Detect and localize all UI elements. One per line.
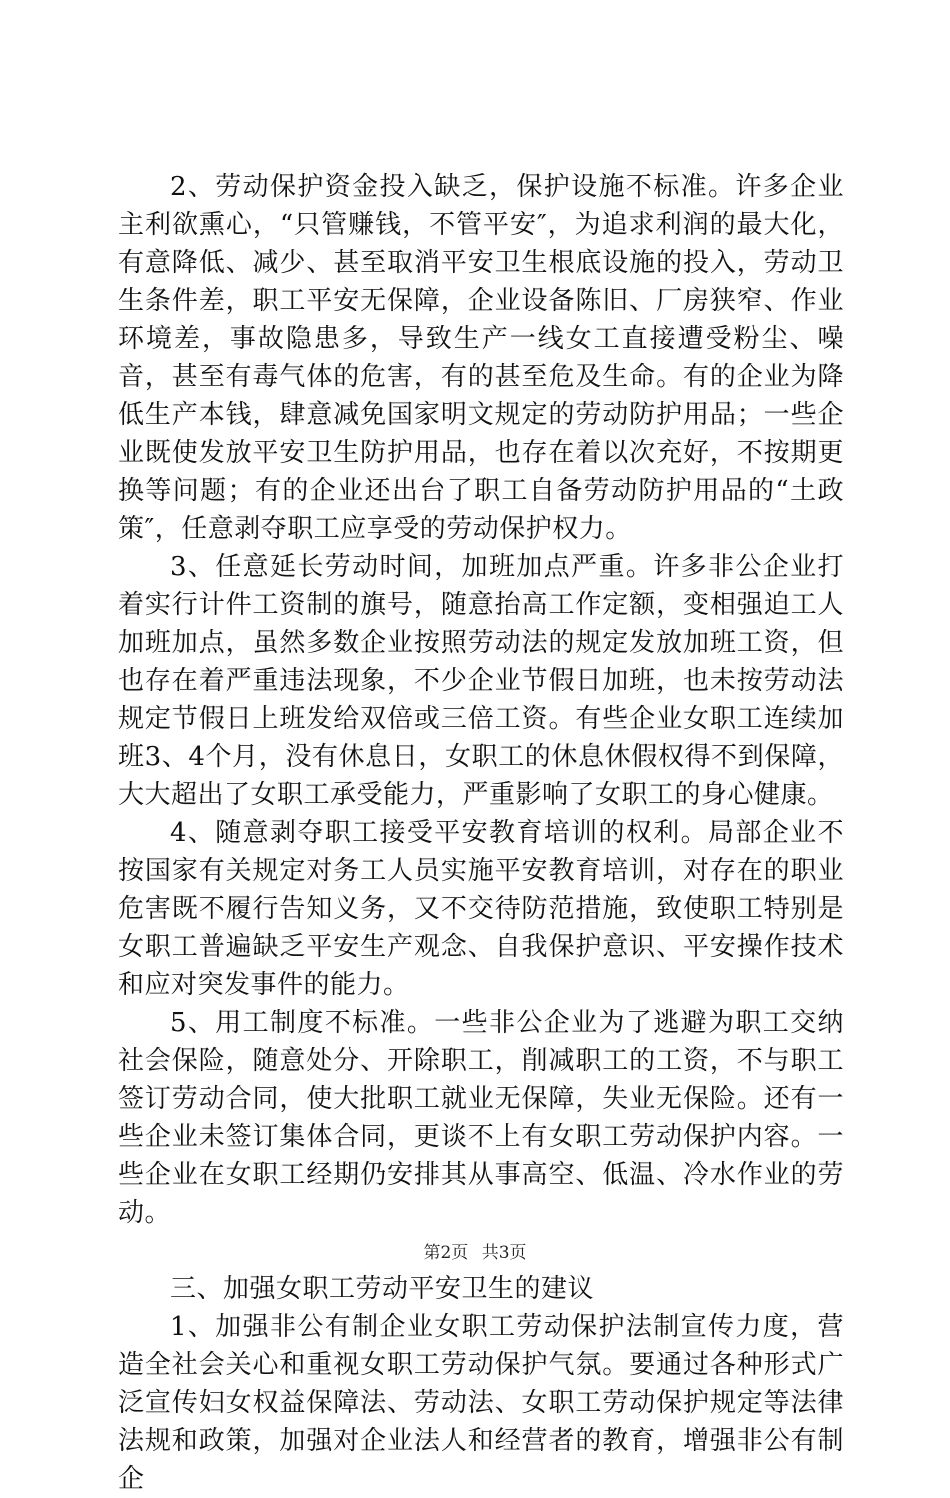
page-number: 第2页 [423, 1243, 469, 1263]
paragraph-legal-publicity: 1、加强非公有制企业女职工劳动保护法制宣传力度，营造全社会关心和重视女职工劳动保护气氛。要通过各种形式广泛宣传妇女权益保障法、劳动法、女职工劳动保护规定等法律法规和政策，加强对企业法人和经营者的教育，增强非公有制企 [118, 1312, 844, 1494]
paragraph-employment-system: 5、用工制度不标准。一些非公企业为了逃避为职工交纳社会保险，随意处分、开除职工，削减职工的工资，不与职工签订劳动合同，使大批职工就业无保障，失业无保险。还有一些企业未签订集体合同，更谈不上有女职工劳动保护内容。一些企业在女职工经期仍安排其从事高空、低温、冷水作业的劳动。 [118, 1008, 844, 1228]
document-body [118, 168, 844, 1498]
section-heading-suggestions: 三、加强女职工劳动平安卫生的建议 [170, 1274, 595, 1304]
paragraph-safety-training: 4、随意剥夺职工接受平安教育培训的权利。局部企业不按国家有关规定对务工人员实施平安教育培训，对存在的职业危害既不履行告知义务，又不交待防范措施，致使职工特别是女职工普遍缺乏平安生产观念、自我保护意识、平安操作技术和应对突发事件的能力。 [118, 818, 844, 1000]
page-total: 共3页 [481, 1243, 527, 1263]
page-footer [0, 1241, 950, 1265]
paragraph-labor-protection-funds: 2、劳动保护资金投入缺乏，保护设施不标准。许多企业主利欲熏心，“只管赚钱，不管平安″，为追求利润的最大化，有意降低、减少、甚至取消平安卫生根底设施的投入，劳动卫生条件差，职工平安无保障，企业设备陈旧、厂房狭窄、作业环境差，事故隐患多，导致生产一线女工直接遭受粉尘、噪音，甚至有毒气体的危害，有的甚至危及生命。有的企业为降低生产本钱，肆意减免国家明文规定的劳动防护用品；一些企业既使发放平安卫生防护用品，也存在着以次充好，不按期更换等问题；有的企业还出台了职工自备劳动防护用品的“土政策″，任意剥夺职工应享受的劳动保护权力。 [118, 172, 844, 544]
paragraph-working-hours: 3、任意延长劳动时间，加班加点严重。许多非公企业打着实行计件工资制的旗号，随意抬高工作定额，变相强迫工人加班加点，虽然多数企业按照劳动法的规定发放加班工资，但也存在着严重违法现象，不少企业节假日加班，也未按劳动法规定节假日上班发给双倍或三倍工资。有些企业女职工连续加班3、4个月，没有休息日，女职工的休息休假权得不到保障，大大超出了女职工承受能力，严重影响了女职工的身心健康。 [118, 552, 844, 810]
